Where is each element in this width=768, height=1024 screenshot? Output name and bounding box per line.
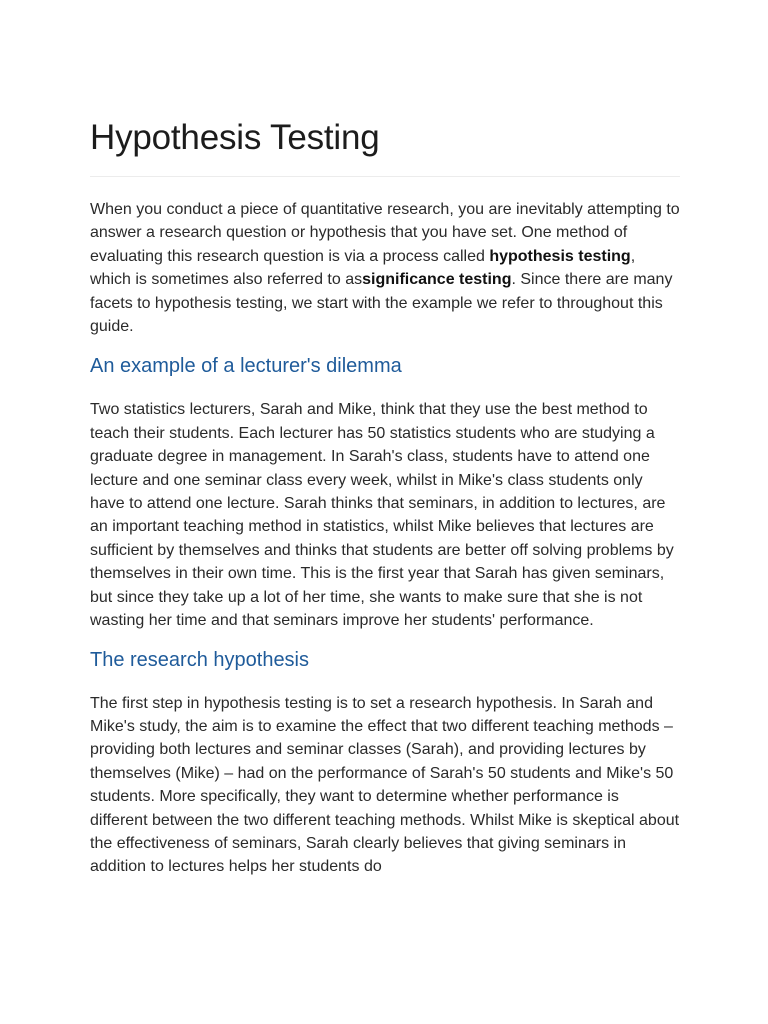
lecturers-dilemma-paragraph: Two statistics lecturers, Sarah and Mike, think that they use the best method to teach their students. Each lecturer has 50 statistics students who are studying a graduate degree in management. In Sarah's class, students have to attend one lecture and one seminar class every week, whilst in Mike's class students only have to attend one lecture. Sarah thinks that seminars, in addition to lectures, are an important teaching method in statistics, whilst Mike believes that lectures are sufficient by themselves and thinks that students are better off solving problems by themselves in their own time. This is the first year that Sarah has given seminars, but since they take up a lot of her time, she wants to make sure that she is not wasting her time and that seminars improve her students' performance. [90,401,674,630]
intro-text-after: . Since there are many facets to hypothesis testing, we start with the example we refer to throughout this guide. [90,271,673,336]
title-divider [90,176,680,177]
research-hypothesis-paragraph: The first step in hypothesis testing is to set a research hypothesis. In Sarah and Mike's study, the aim is to examine the effect that two different teaching methods – providing both lectures and seminar classes (Sarah), and providing lectures by themselves (Mike) – had on the performance of Sarah's 50 students and Mike's 50 students. More specifically, they want to determine whether performance is different between the two different teaching methods. Whilst Mike is skeptical about the effectiveness of seminars, Sarah clearly believes that giving seminars in addition to lectures helps her students do [90,694,680,876]
term-significance-testing: significance testing [362,271,512,289]
section-heading-lecturers-dilemma: An example of a lecturer's dilemma [90,355,402,378]
page-title: Hypothesis Testing [90,118,380,157]
intro-paragraph [90,198,680,338]
section-heading-research-hypothesis: The research hypothesis [90,648,310,671]
article [90,116,680,879]
intro-text-middle: , which is sometimes also referred to as [90,247,636,289]
term-hypothesis-testing: hypothesis testing [489,247,631,265]
intro-text-before: When you conduct a piece of quantitative research, you are inevitably attempting to answer a research question or hypothesis that you have set. One method of evaluating this research question is via a process called [90,201,680,265]
